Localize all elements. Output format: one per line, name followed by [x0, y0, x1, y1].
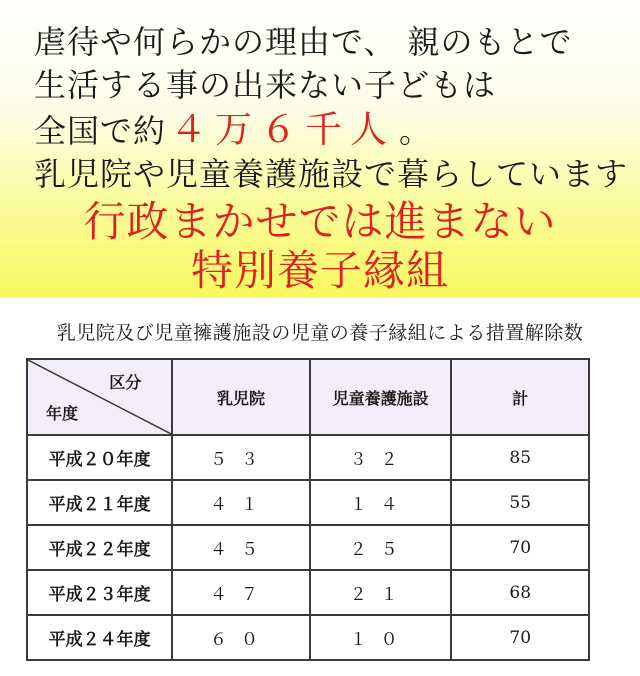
- year-cell: 平成２２年度: [27, 525, 172, 570]
- care-facility-cell: ２５: [310, 525, 452, 570]
- care-facility-cell: ２１: [310, 570, 452, 615]
- total-cell: 70: [451, 615, 589, 660]
- corner-category-label: 区分: [109, 373, 142, 392]
- table-row: [27, 615, 589, 660]
- table-caption: 乳児院及び児童擁護施設の児童の養子縁組による措置解除数: [56, 322, 584, 344]
- column-header-infant-home: 乳児院: [172, 359, 310, 435]
- table-header-row: [27, 359, 589, 435]
- year-cell: 平成２４年度: [27, 615, 172, 660]
- care-facility-cell: ３２: [310, 435, 452, 480]
- infant-home-cell: ５３: [172, 435, 310, 480]
- total-cell: 85: [451, 435, 589, 480]
- total-cell: 68: [451, 570, 589, 615]
- intro-line-1: 虐待や何らかの理由で、 親のもとで: [34, 23, 573, 61]
- table-row: [27, 480, 589, 525]
- table-row: [27, 435, 589, 480]
- infant-home-cell: ４１: [172, 480, 310, 525]
- intro-line-4: 乳児院や児童養護施設で暮らしています: [34, 155, 629, 193]
- intro-line-3-prefix: 全国で約: [34, 112, 167, 150]
- infant-home-cell: ６０: [172, 615, 310, 660]
- column-header-total: 計: [451, 359, 589, 435]
- total-cell: 55: [451, 480, 589, 525]
- table-row: [27, 570, 589, 615]
- column-header-care-facility: 児童養護施設: [310, 359, 452, 435]
- headline-line-2: 特別養子縁組: [190, 246, 449, 295]
- care-facility-cell: １０: [310, 615, 452, 660]
- corner-header-cell: [27, 359, 172, 435]
- headline-line-1: 行政まかせでは進まない: [83, 197, 557, 246]
- year-cell: 平成２０年度: [27, 435, 172, 480]
- total-cell: 70: [451, 525, 589, 570]
- year-cell: 平成２１年度: [27, 480, 172, 525]
- intro-line-3: [34, 110, 432, 151]
- adoption-table: [26, 358, 590, 661]
- year-cell: 平成２３年度: [27, 570, 172, 615]
- corner-year-label: 年度: [46, 404, 79, 423]
- care-facility-cell: １４: [310, 480, 452, 525]
- children-count: ４万６千人: [170, 108, 396, 151]
- intro-line-3-suffix: 。: [399, 112, 433, 150]
- table-row: [27, 525, 589, 570]
- infant-home-cell: ４５: [172, 525, 310, 570]
- intro-line-2: 生活する事の出来ない子どもは: [34, 66, 497, 104]
- infant-home-cell: ４７: [172, 570, 310, 615]
